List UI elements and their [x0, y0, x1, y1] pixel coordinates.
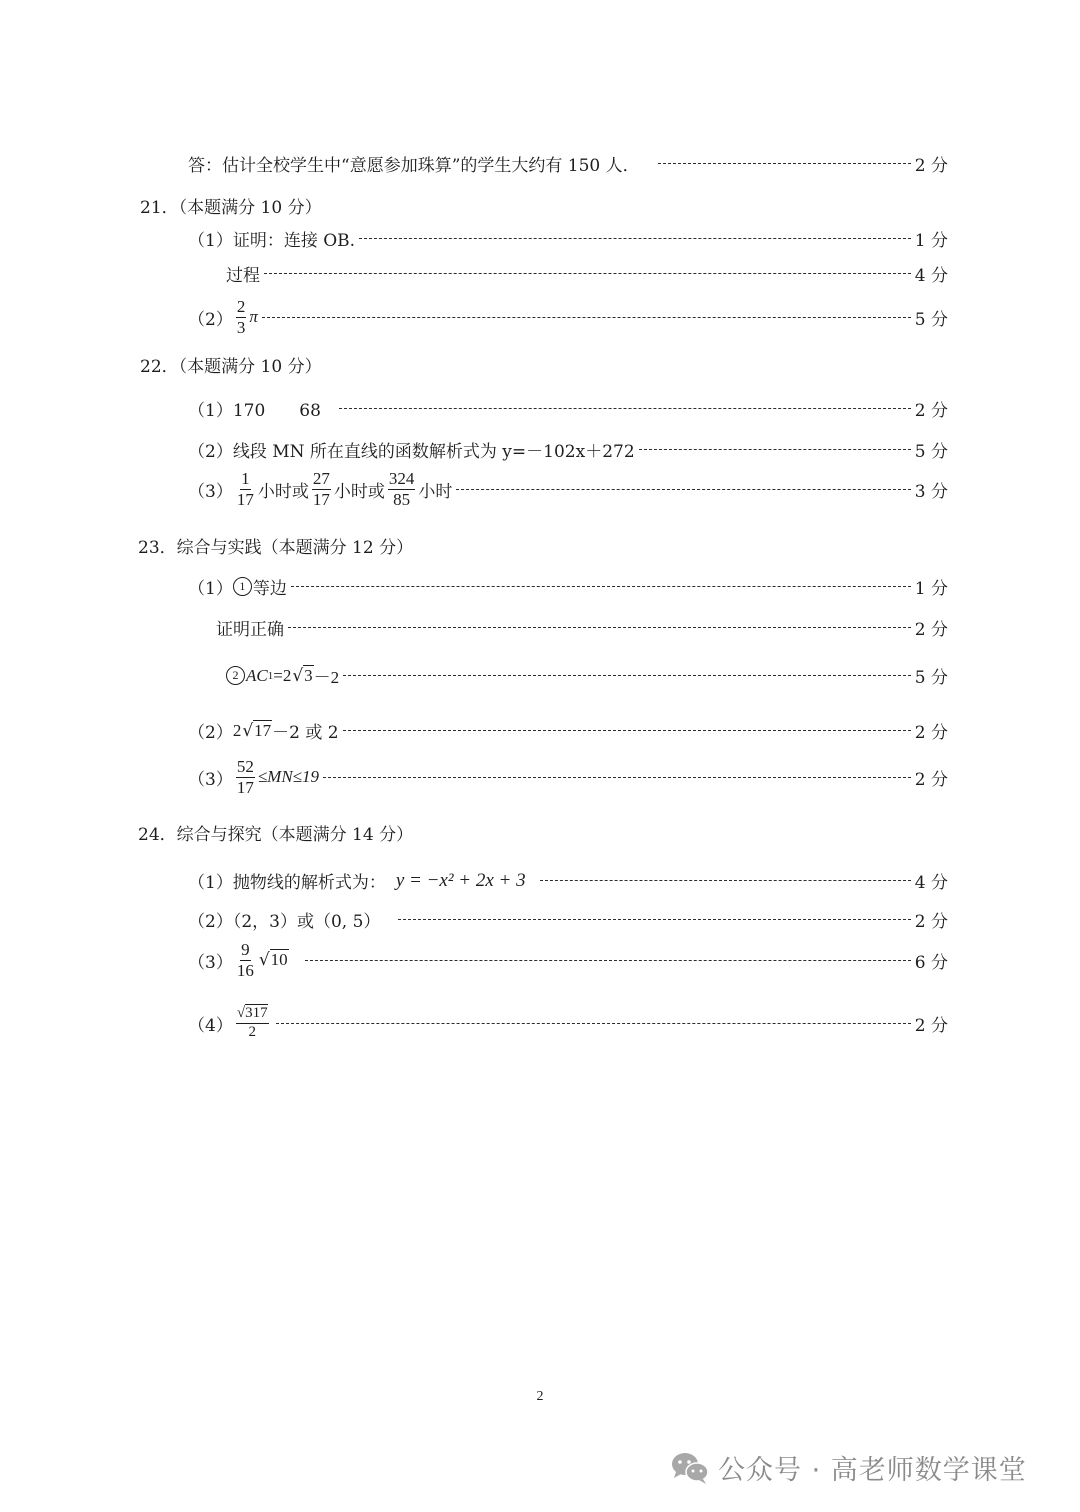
- score: 2 分: [914, 401, 948, 421]
- fraction: [236, 758, 255, 797]
- denominator: 17: [236, 489, 254, 509]
- score: 2 分: [914, 620, 948, 640]
- denominator: 17: [312, 489, 330, 509]
- dotted-leader: [262, 317, 911, 318]
- intro-answer-row: [188, 151, 948, 176]
- q23-proof-text: 证明正确: [216, 620, 284, 640]
- q23-heading: 23．综合与实践（本题满分 12 分）: [138, 538, 414, 558]
- numerator: √317: [236, 1006, 269, 1024]
- dotted-leader: [343, 675, 911, 676]
- q21-process-row: [226, 261, 948, 286]
- parabola-formula: y = −x² + 2x + 3: [395, 869, 526, 891]
- q24-part1-row: [188, 868, 948, 893]
- denominator: 17: [236, 777, 254, 797]
- q23-part3-row: [188, 758, 948, 797]
- part-label: （4）: [188, 1015, 233, 1036]
- numerator: 1: [241, 469, 250, 488]
- dotted-leader: [323, 777, 911, 778]
- circled-number: 2: [226, 666, 245, 685]
- dotted-leader: [264, 273, 911, 274]
- q22-heading: 22．（本题满分 10 分）: [140, 357, 322, 377]
- dotted-leader: [339, 408, 911, 409]
- score: 3 分: [914, 481, 948, 502]
- unit-text: 小时或: [333, 481, 385, 502]
- denominator: 85: [393, 489, 411, 509]
- fraction: [312, 470, 331, 509]
- q21-heading: 21．（本题满分 10 分）: [140, 198, 322, 218]
- dotted-leader: [276, 1023, 911, 1024]
- part-label: （3）: [188, 952, 233, 973]
- dotted-leader: [658, 163, 911, 164]
- q22-part1-row: [188, 396, 948, 421]
- fraction: [388, 470, 416, 509]
- dotted-leader: [456, 489, 910, 490]
- unit-text: 小时或: [257, 481, 309, 502]
- numerator: 27: [312, 469, 330, 488]
- numerator: 9: [241, 940, 250, 959]
- q24-heading: 24．综合与探究（本题满分 14 分）: [138, 825, 414, 845]
- part-label: （2）: [188, 723, 233, 743]
- score: 4 分: [914, 873, 948, 893]
- q22-part2-row: [188, 437, 948, 462]
- numerator: 52: [236, 757, 254, 776]
- q21-process-text: 过程: [226, 266, 260, 286]
- ac-equals: =2: [273, 665, 292, 685]
- score: 6 分: [914, 952, 948, 973]
- intro-answer-text: 答：估计全校学生中“意愿参加珠算”的学生大约有 150 人．: [188, 156, 640, 176]
- watermark-text: 公众号 · 高老师数学课堂: [718, 1455, 1027, 1486]
- score: 2 分: [914, 723, 948, 743]
- wechat-icon: [670, 1451, 710, 1485]
- coefficient: 2: [232, 720, 242, 740]
- sqrt-expression: √3: [292, 665, 313, 686]
- dotted-leader: [540, 880, 911, 881]
- q24-part2-row: [188, 907, 948, 932]
- q24-part4-row: [188, 1006, 948, 1041]
- denominator: 2: [248, 1023, 256, 1040]
- pi-symbol: π: [249, 307, 258, 327]
- part-label: （3）: [188, 769, 233, 790]
- q22-part1-text: （1）170 68: [188, 401, 321, 421]
- dotted-leader: [343, 730, 911, 731]
- score: 4 分: [914, 266, 948, 286]
- score: 2 分: [914, 912, 948, 932]
- q21-part1-row: [188, 226, 948, 251]
- q22-part2-text: （2）线段 MN 所在直线的函数解析式为 y=－102x＋272: [188, 442, 635, 462]
- q24-part2-text: （2）（2，3）或（0, 5）: [188, 912, 381, 932]
- score: 5 分: [914, 442, 948, 462]
- sqrt-expression: √10: [258, 950, 288, 971]
- dotted-leader: [288, 627, 911, 628]
- inequality: ≤MN≤19: [257, 767, 319, 787]
- fraction: [236, 1006, 269, 1041]
- fraction: [236, 298, 247, 337]
- radicand: 3: [304, 665, 313, 685]
- dotted-leader: [305, 960, 911, 961]
- radicand: 17: [254, 720, 272, 740]
- q23-part1-row: [188, 574, 948, 599]
- page-number: 2: [536, 1389, 544, 1404]
- q21-part2-row: [188, 298, 948, 337]
- denominator: 3: [236, 317, 246, 337]
- part-label: （3）: [188, 481, 233, 502]
- q23-part2-row: [188, 718, 948, 743]
- numerator: 324: [388, 469, 415, 488]
- ac-tail: －2: [313, 668, 340, 687]
- radicand: 10: [270, 950, 288, 970]
- watermark: [670, 1448, 1027, 1487]
- dotted-leader: [359, 238, 911, 239]
- q21-part1-text: （1）证明：连接 OB.: [188, 231, 356, 251]
- q24-part1-text: （1）抛物线的解析式为：: [188, 873, 386, 893]
- q23-part2-tail: －2 或 2: [272, 723, 339, 743]
- q24-part3-row: [188, 941, 948, 980]
- ac-subscript: 1: [267, 669, 274, 682]
- q23-ac-row: [226, 663, 948, 688]
- ac-label: AC: [246, 665, 268, 685]
- q22-part3-row: [188, 470, 948, 509]
- score: 2 分: [914, 1015, 948, 1036]
- circled-number: 1: [233, 577, 252, 596]
- score: 1 分: [914, 579, 948, 599]
- score: 1 分: [914, 231, 948, 251]
- dotted-leader: [639, 449, 911, 450]
- score: 5 分: [914, 668, 948, 688]
- dotted-leader: [398, 919, 910, 920]
- q23-proof-row: [216, 615, 948, 640]
- numerator: 2: [236, 297, 246, 316]
- denominator: 16: [236, 960, 254, 980]
- dotted-leader: [291, 586, 911, 587]
- q23-part1-text: 等边: [252, 579, 287, 599]
- score: 2 分: [914, 769, 948, 790]
- part-label: （2）: [188, 309, 233, 330]
- part-label: （1）: [188, 579, 233, 599]
- unit-text: 小时: [418, 481, 453, 502]
- score: 2 分: [914, 156, 948, 176]
- radicand: 317: [245, 1005, 268, 1021]
- fraction: [236, 470, 255, 509]
- fraction: [236, 941, 255, 980]
- score: 5 分: [914, 309, 948, 330]
- sqrt-expression: √17: [242, 720, 272, 741]
